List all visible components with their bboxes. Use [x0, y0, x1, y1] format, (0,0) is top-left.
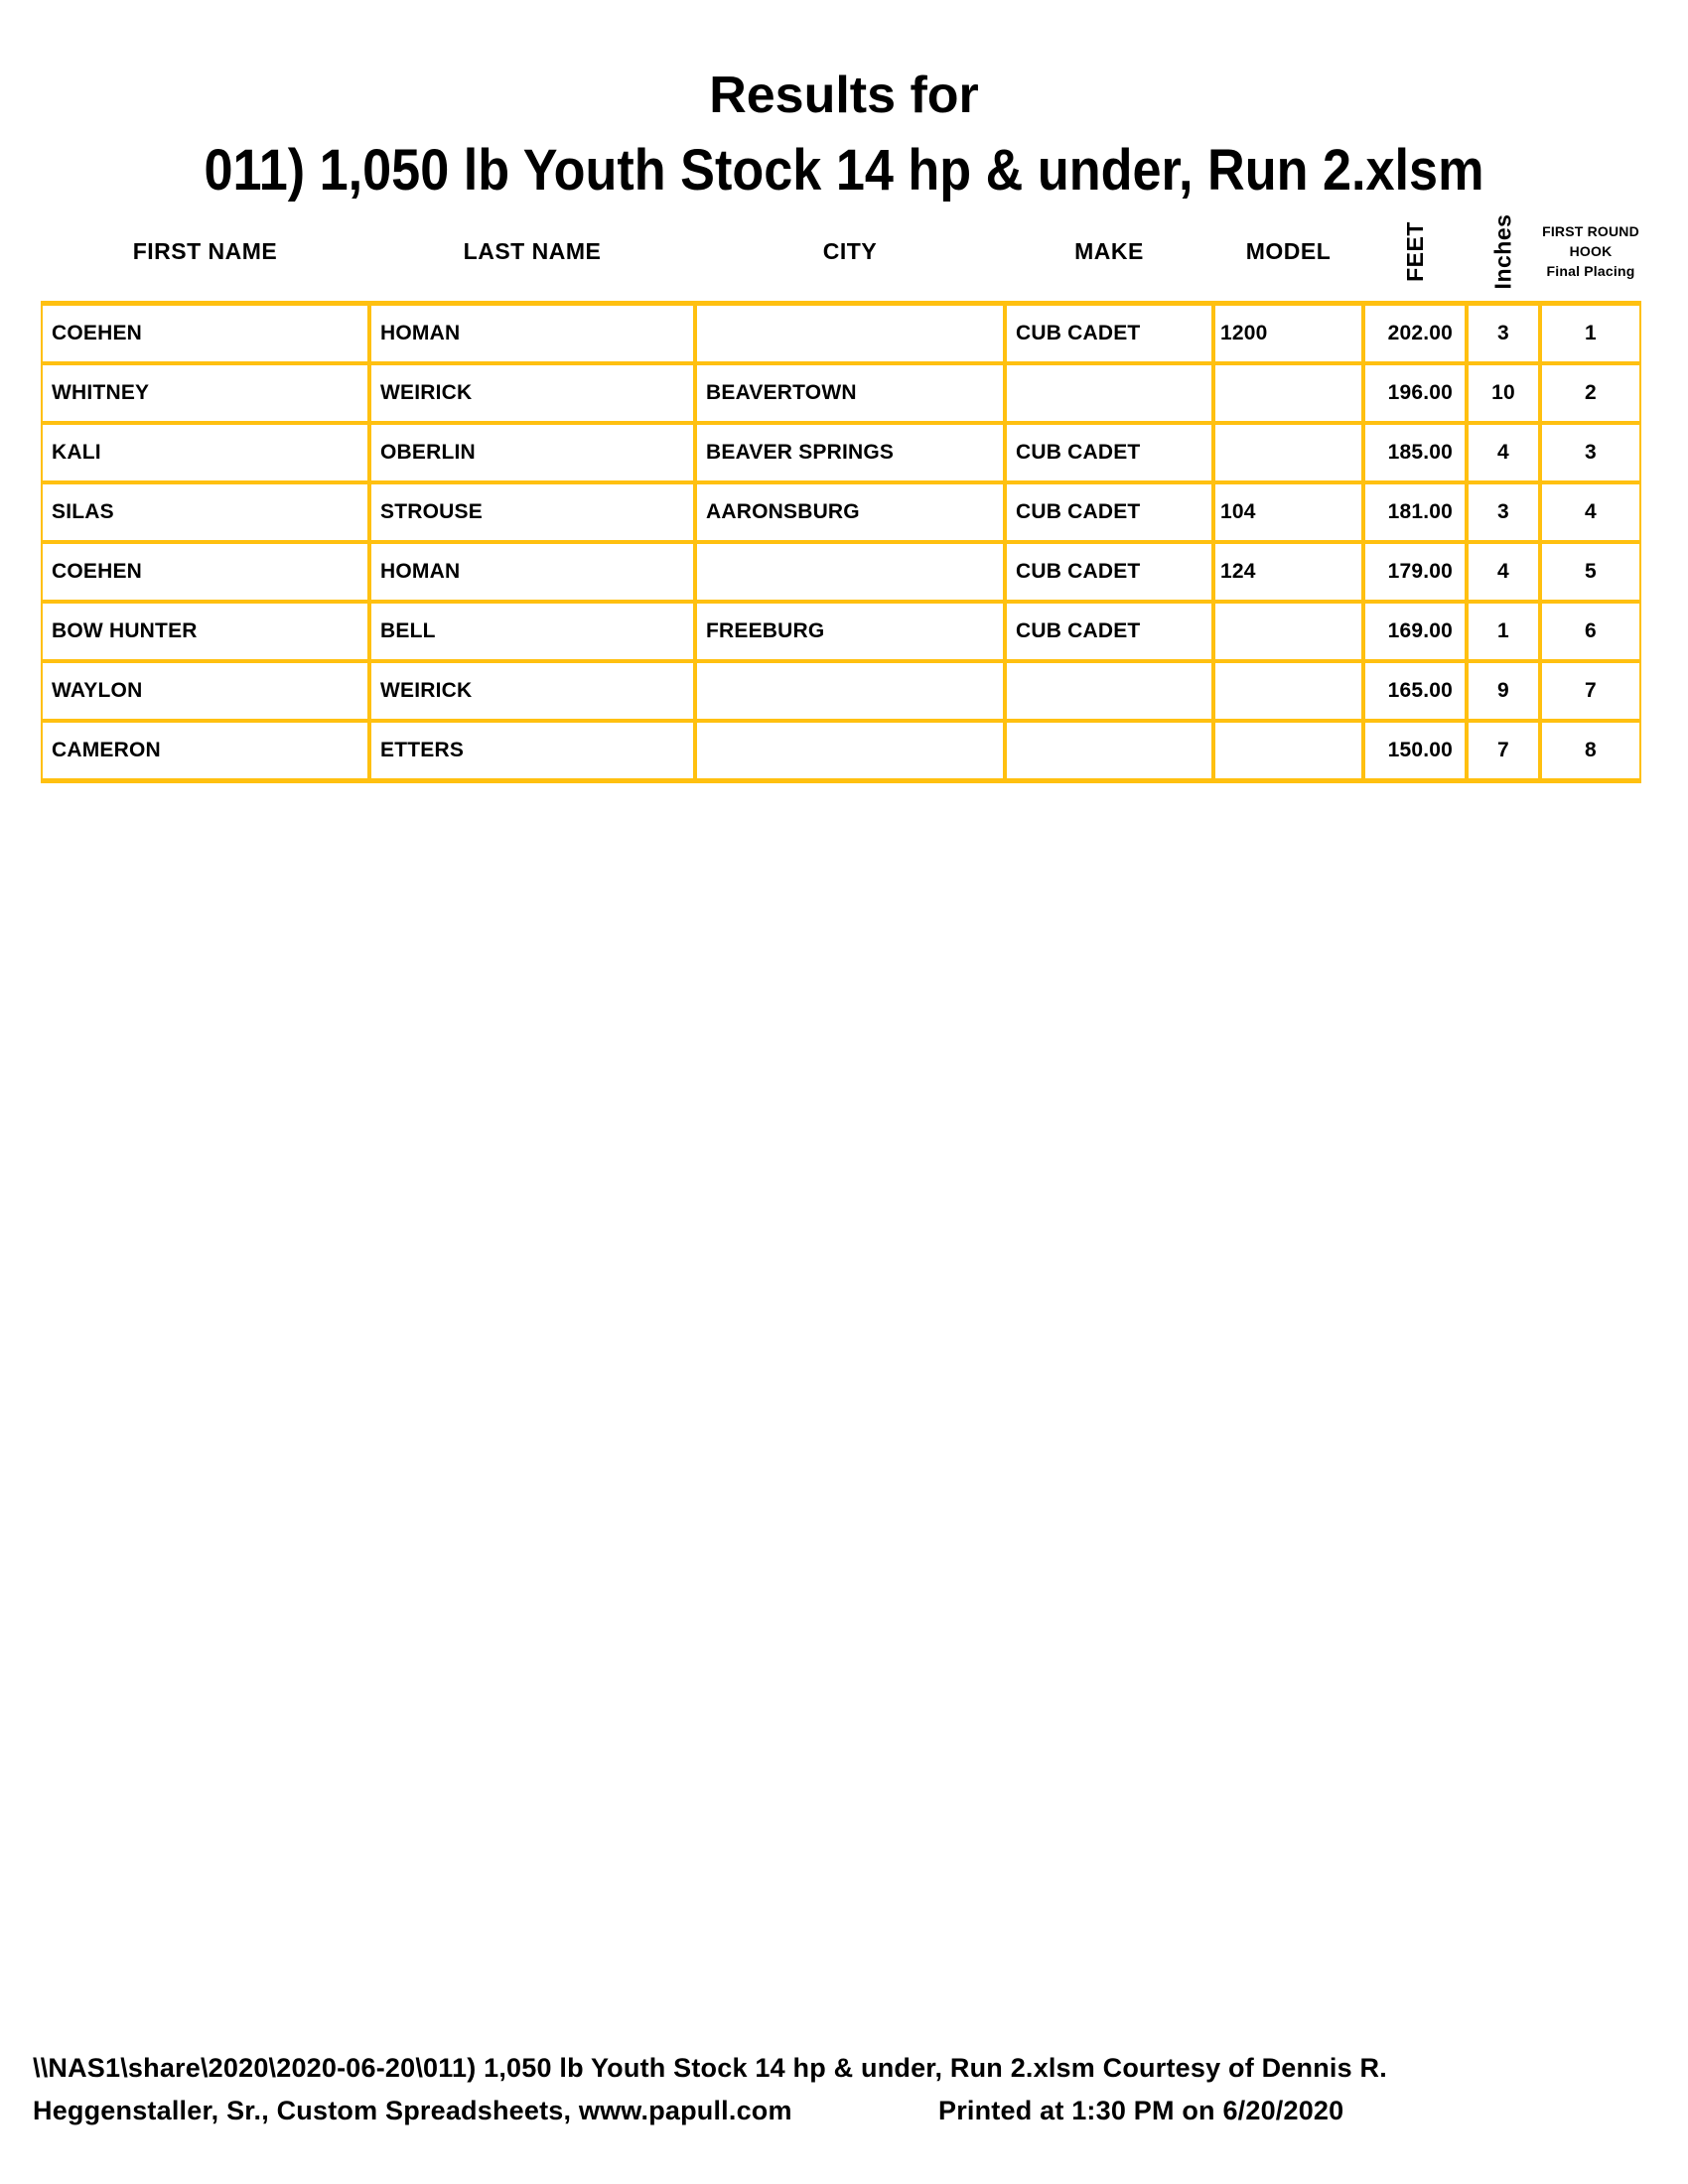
- cell-last-name: STROUSE: [371, 484, 697, 540]
- cell-feet: 185.00: [1365, 425, 1469, 480]
- cell-first-name: SILAS: [43, 484, 371, 540]
- cell-last-name: ETTERS: [371, 723, 697, 778]
- footer-printed-timestamp: Printed at 1:30 PM on 6/20/2020: [938, 2096, 1344, 2125]
- placing-label-line2: HOOK: [1569, 243, 1613, 259]
- cell-first-name: KALI: [43, 425, 371, 480]
- cell-first-name: COEHEN: [43, 544, 371, 600]
- column-header-feet: [1363, 202, 1467, 301]
- cell-first-name: WAYLON: [43, 663, 371, 719]
- cell-feet: 165.00: [1365, 663, 1469, 719]
- cell-first-name: CAMERON: [43, 723, 371, 778]
- page-title: Results for: [709, 67, 979, 124]
- cell-city: [697, 306, 1007, 361]
- column-header-model: MODEL: [1245, 237, 1332, 264]
- cell-first-name: BOW HUNTER: [43, 604, 371, 659]
- cell-inches: 4: [1469, 544, 1542, 600]
- cell-placing: 2: [1585, 381, 1597, 404]
- cell-make: CUB CADET: [1007, 604, 1215, 659]
- cell-make: [1007, 663, 1215, 719]
- cell-make: CUB CADET: [1007, 484, 1215, 540]
- page-footer: [33, 2047, 1655, 2132]
- cell-feet: 202.00: [1365, 306, 1469, 361]
- cell-placing: 1: [1585, 322, 1597, 344]
- cell-make: [1007, 365, 1215, 421]
- cell-inches: 4: [1469, 425, 1542, 480]
- column-header-make: MAKE: [1074, 237, 1144, 264]
- cell-model: [1215, 425, 1365, 480]
- results-table: [41, 301, 1641, 783]
- table-row: [43, 604, 1639, 663]
- cell-make: CUB CADET: [1007, 306, 1215, 361]
- cell-city: [697, 663, 1007, 719]
- cell-model: 124: [1215, 544, 1365, 600]
- cell-inches: 10: [1469, 365, 1542, 421]
- column-header-city: CITY: [822, 237, 878, 264]
- cell-model: 104: [1215, 484, 1365, 540]
- cell-feet: 181.00: [1365, 484, 1469, 540]
- cell-first-name: WHITNEY: [43, 365, 371, 421]
- footer-credit-line: [33, 2090, 1655, 2132]
- table-header-row: [41, 202, 1641, 301]
- feet-vertical-label: FEET: [1401, 220, 1428, 282]
- cell-placing: 4: [1585, 500, 1597, 523]
- column-header-last-name: LAST NAME: [463, 237, 602, 264]
- cell-feet: 179.00: [1365, 544, 1469, 600]
- table-row: [43, 484, 1639, 544]
- cell-last-name: OBERLIN: [371, 425, 697, 480]
- cell-last-name: WEIRICK: [371, 365, 697, 421]
- cell-inches: 1: [1469, 604, 1542, 659]
- cell-feet: 196.00: [1365, 365, 1469, 421]
- table-row: [43, 663, 1639, 723]
- cell-placing: 3: [1585, 441, 1597, 464]
- cell-inches: 3: [1469, 484, 1542, 540]
- cell-placing: 7: [1585, 679, 1597, 702]
- inches-vertical-label: Inches: [1489, 213, 1516, 289]
- footer-credit-text: Heggenstaller, Sr., Custom Spreadsheets, www.papull.com: [33, 2096, 792, 2125]
- placing-label-line1: FIRST ROUND: [1542, 223, 1639, 239]
- cell-make: [1007, 723, 1215, 778]
- cell-feet: 150.00: [1365, 723, 1469, 778]
- cell-last-name: WEIRICK: [371, 663, 697, 719]
- table-row: [43, 425, 1639, 484]
- table-row: [43, 306, 1639, 365]
- cell-inches: 3: [1469, 306, 1542, 361]
- table-row: [43, 723, 1639, 778]
- cell-city: BEAVER SPRINGS: [697, 425, 1007, 480]
- cell-first-name: COEHEN: [43, 306, 371, 361]
- cell-placing: 6: [1585, 619, 1597, 642]
- cell-feet: 169.00: [1365, 604, 1469, 659]
- cell-placing: 5: [1585, 560, 1597, 583]
- cell-last-name: HOMAN: [371, 306, 697, 361]
- cell-make: CUB CADET: [1007, 544, 1215, 600]
- cell-city: [697, 544, 1007, 600]
- column-header-placing: [1540, 202, 1641, 301]
- table-row: [43, 365, 1639, 425]
- cell-city: FREEBURG: [697, 604, 1007, 659]
- cell-last-name: HOMAN: [371, 544, 697, 600]
- column-header-inches: [1467, 202, 1540, 301]
- table-row: [43, 544, 1639, 604]
- column-header-first-name: FIRST NAME: [132, 237, 278, 264]
- cell-make: CUB CADET: [1007, 425, 1215, 480]
- cell-model: 1200: [1215, 306, 1365, 361]
- cell-inches: 9: [1469, 663, 1542, 719]
- cell-inches: 7: [1469, 723, 1542, 778]
- cell-placing: 8: [1585, 739, 1597, 761]
- cell-city: BEAVERTOWN: [697, 365, 1007, 421]
- cell-city: AARONSBURG: [697, 484, 1007, 540]
- cell-city: [697, 723, 1007, 778]
- class-title: 011) 1,050 lb Youth Stock 14 hp & under, Run 2.xlsm: [204, 138, 1484, 203]
- cell-model: [1215, 604, 1365, 659]
- cell-model: [1215, 365, 1365, 421]
- cell-model: [1215, 663, 1365, 719]
- cell-model: [1215, 723, 1365, 778]
- footer-file-path: \\NAS1\share\2020\2020-06-20\011) 1,050 lb Youth Stock 14 hp & under, Run 2.xlsm Courtesy of Dennis R.: [33, 2053, 1387, 2083]
- placing-label-line3: Final Placing: [1546, 263, 1635, 279]
- cell-last-name: BELL: [371, 604, 697, 659]
